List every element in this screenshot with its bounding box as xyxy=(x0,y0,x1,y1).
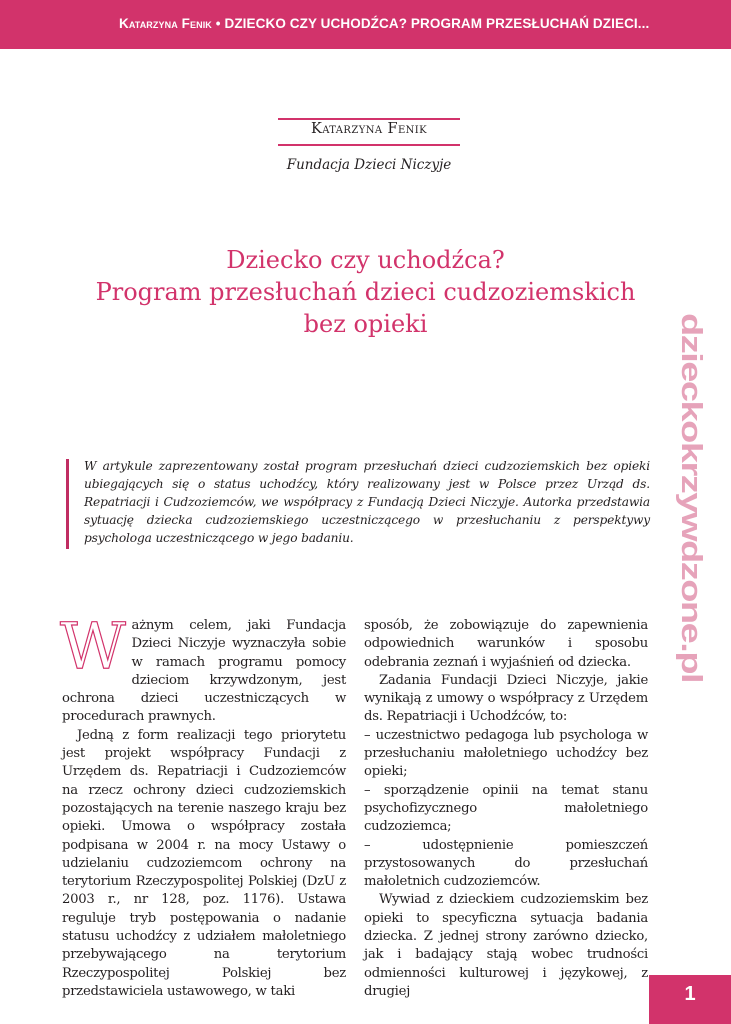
running-header-bullet: • xyxy=(215,16,221,31)
title-line: Dziecko czy uchodźca? xyxy=(226,246,505,274)
body-paragraph: Jedną z form realizacji tego priorytetu jest projekt współpracy Fundacji z Urzędem ds. Repatriacji i Cudzoziemców na rzecz ochrony dzieci cudzoziemskich pozostających na terenie naszego kraju bez opieki. Umowa o współpracy została podpisana w 2004 r. na mocy Ustawy o udzielaniu cudzoziemcom ochrony na terytorium Rzeczypospolitej Polskiej (DzU z 2003 r., nr 128, poz. 1176). Ustawa reguluje tryb postępowania o nadanie statusu uchodźcy z udziałem małoletniego przebywającego na terytorium Rzeczypospolitej Polskiej bez przedstawiciela ustawowego, w taki xyxy=(62,727,346,999)
page-number: 1 xyxy=(684,983,696,1005)
article-abstract: W artykule zaprezentowany został program przesłuchań dzieci cudzoziemskich bez opieki ubiegających się o status uchodźcy, który realizowany jest w Polsce przez Urząd ds. Repatriacji i Cudzoziemców, we współpracy z Fundacją Dzieci Niczyje. Autorka przedstawia sytuację dziecka cudzoziemskiego uczestniczącego w przesłuchaniu z perspektywy psychologa uczestniczącego w jego badaniu. xyxy=(84,459,650,545)
article-author: Katarzyna Fenik xyxy=(310,121,428,137)
body-column-left xyxy=(60,610,346,1001)
running-header-title: DZIECKO CZY UCHODŹCA? PROGRAM PRZESŁUCHAŃ DZIECI... xyxy=(224,16,650,31)
body-paragraph: Ważnym celem, jaki Fundacja Dzieci Niczyje wyznaczyła sobie w ramach programu pomocy dzieciom krzywdzonym, jest ochrona dzieci uczestniczących w procedurach prawnych. xyxy=(60,610,346,725)
author-affiliation: Fundacja Dzieci Niczyje xyxy=(286,157,452,173)
body-paragraph: Zadania Fundacji Dzieci Niczyje, jakie wynikają z umowy o współpracy z Urzędem ds. Repatriacji i Uchodźców, to: xyxy=(364,672,648,725)
author-rule-bottom xyxy=(278,144,460,146)
page-number-box xyxy=(649,975,731,1024)
side-website-text: dzieckokrzywdzone.pl xyxy=(674,312,707,683)
article-title xyxy=(60,244,671,340)
body-paragraph: Wywiad z dzieckiem cudzoziemskim bez opieki to specyficzna sytuacja badania dziecka. Z jednej strony zarówno dziecko, jak i badający stają wobec trudności odmienności kulturowej i językowej, z drugiej xyxy=(364,892,648,999)
running-header-author: Katarzyna Fenik xyxy=(119,16,212,31)
drop-cap: W xyxy=(60,610,126,684)
abstract-accent-bar xyxy=(66,459,69,549)
running-header-text xyxy=(119,16,649,31)
author-rule-top xyxy=(278,118,460,120)
body-column-right xyxy=(364,617,648,1001)
running-header xyxy=(0,0,731,49)
title-line: bez opieki xyxy=(303,310,428,338)
list-item: – sporządzenie opinii na temat stanu psychofizycznego małoletniego cudzoziemca; xyxy=(364,782,648,835)
list-item: – uczestnictwo pedagoga lub psychologa w przesłuchaniu małoletniego uchodźcy bez opieki; xyxy=(364,727,648,780)
body-paragraph: sposób, że zobowiązuje do zapewnienia odpowiednich warunków i sposobu odebrania zeznań i wyjaśnień od dziecka. xyxy=(364,618,648,670)
list-item: – udostępnienie pomieszczeń przystosowanych do przesłuchań małoletnich cudzoziemców. xyxy=(364,837,648,890)
title-line: Program przesłuchań dzieci cudzoziemskich xyxy=(95,278,636,306)
side-website-logo[interactable] xyxy=(667,312,713,683)
